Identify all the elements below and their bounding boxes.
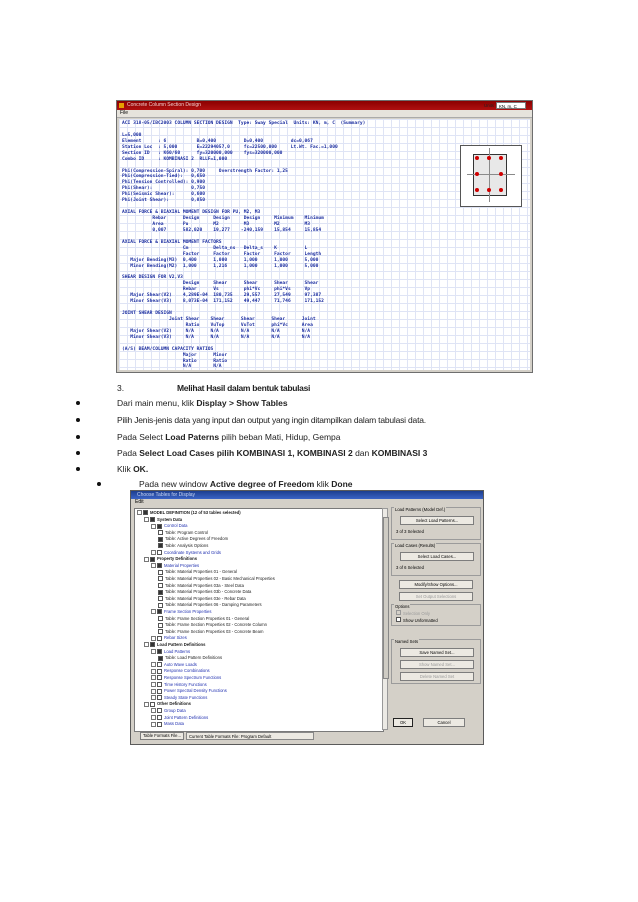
report-line: Major Shear(V2) 4,289E-04 180,735 29,557 27,549 97,387 — [122, 293, 322, 299]
ok-button[interactable]: OK — [393, 718, 413, 727]
checkbox-icon[interactable] — [157, 722, 162, 727]
tree-row[interactable] — [151, 609, 211, 614]
save-named-set-button[interactable]: Save Named Set... — [400, 648, 474, 657]
load-cases-count: 3 of 6 Selected — [396, 565, 424, 570]
checkbox-icon[interactable] — [150, 517, 155, 522]
report-line: Phi(Compression-Spiral): 0,700 Overstrength Factor: 1,25 — [122, 168, 288, 174]
checkbox-icon[interactable] — [158, 530, 163, 535]
design-report — [119, 119, 530, 370]
column-design-window — [116, 100, 533, 373]
checkbox-icon[interactable] — [157, 689, 162, 694]
report-line: Element : 6 B=0,400 D=0,400 dc=0,067 — [122, 138, 313, 144]
checkbox-icon[interactable] — [158, 596, 163, 601]
checkbox-icon[interactable] — [158, 656, 163, 661]
expand-toggle-icon[interactable] — [144, 517, 149, 522]
tree-row-label: Table: Material Properties 03b - Concrete Data — [165, 589, 252, 595]
tree-row[interactable] — [151, 708, 186, 713]
tree-row-label: Joint Pattern Definitions — [164, 714, 209, 720]
set-output-selections-button[interactable]: Set Output Selections — [399, 592, 473, 601]
checkbox-icon[interactable] — [158, 583, 163, 588]
report-line: Design Shear Shear Shear Shear — [122, 281, 319, 287]
tree-row-label: MODEL DEFINITION (12 of 53 tables selected) — [150, 510, 241, 515]
expand-toggle-icon[interactable] — [151, 708, 156, 713]
expand-toggle-icon[interactable] — [151, 662, 156, 667]
tree-row-label: Group Data — [164, 708, 186, 713]
report-line: Major Minor — [122, 352, 228, 358]
tree-row-label: Property Definitions — [157, 556, 198, 562]
tree-row-label: Table: Material Properties 01 - General — [165, 569, 237, 575]
tree-row-label: Response Combinations — [164, 668, 210, 674]
tree-row-label: Table: Active Degrees of Freedom — [165, 536, 229, 542]
tree-row-label: Power Spectral Density Functions — [164, 688, 227, 694]
choose-tables-window — [130, 490, 484, 745]
selection-only-checkbox[interactable]: Selection Only — [396, 610, 430, 616]
checkbox-icon[interactable] — [157, 708, 162, 713]
checkbox-icon[interactable] — [158, 570, 163, 575]
tree-row[interactable] — [158, 629, 263, 634]
tree-row-label: Load Pattern Definitions — [157, 642, 206, 647]
expand-toggle-icon[interactable] — [151, 524, 156, 529]
report-line: Minor Shear(V3) N/A N/A N/A N/A N/A — [122, 334, 311, 340]
bullet-dot — [97, 482, 101, 486]
expand-toggle-icon[interactable] — [151, 550, 156, 555]
tree-row-label: Table: Load Pattern Definitions — [165, 655, 223, 661]
expand-toggle-icon[interactable] — [151, 649, 156, 654]
group-label: Options — [395, 604, 410, 609]
rebar-dot — [475, 156, 479, 160]
tree-row-label: Frame Section Properties — [164, 609, 212, 614]
checkbox-icon[interactable] — [157, 675, 162, 680]
group-label: Named Sets — [395, 639, 419, 644]
expand-toggle-icon[interactable] — [151, 689, 156, 694]
report-line: Rebar Vs phi*Vc phi*Vs Vp — [122, 287, 311, 293]
expand-toggle-icon[interactable] — [151, 636, 156, 641]
report-line: Joint Shear Shear Shear Shear Joint — [122, 316, 316, 322]
report-line: L=5,000 — [122, 132, 142, 138]
report-line: Phi(Tension Controlled): 0,900 — [122, 180, 205, 186]
report-line: Area Pu M2 M3 M2 M3 — [122, 221, 311, 227]
rebar-dot — [499, 188, 503, 192]
expand-toggle-icon[interactable] — [151, 563, 156, 568]
report-line: ACI 318-05/IBC2003 COLUMN SECTION DESIGN Type: Sway Special Units: KN, m, C (Summary) — [122, 121, 366, 126]
report-line: Phi(Shear): 0,750 — [122, 186, 205, 192]
tree-row[interactable] — [151, 688, 227, 693]
group-label: Load Cases (Results) — [395, 543, 436, 548]
checkbox-icon[interactable] — [158, 576, 163, 581]
tree-row[interactable] — [158, 622, 267, 627]
checkbox-icon[interactable] — [158, 543, 163, 548]
report-line: SHEAR DESIGN FOR V2,V3 — [122, 275, 183, 281]
tree-row-label: Table: Analysis Options — [165, 543, 209, 548]
checkbox-icon[interactable] — [150, 642, 155, 647]
checkbox-icon[interactable] — [157, 662, 162, 667]
tree-row-label: Table: Program Control — [165, 529, 209, 535]
tree-row[interactable] — [144, 517, 182, 522]
bullet-dot — [76, 451, 80, 455]
expand-toggle-icon[interactable] — [151, 669, 156, 674]
window-title: Concrete Column Section Design — [127, 102, 201, 108]
rebar-dot — [499, 172, 503, 176]
tree-row-label: Auto Wave Loads — [164, 661, 197, 667]
report-line: Minor Shear(V3) 8,073E-04 171,152 49,447 71,746 171,152 — [122, 299, 324, 305]
table-formats-file-button[interactable]: Table Formats File... — [140, 732, 184, 740]
tree-row-label: Table: Material Properties 02 - Basic Mechanical Properties — [165, 576, 275, 581]
report-line: Major Shear(V2) N/A N/A N/A N/A N/A — [122, 328, 311, 334]
tree-scrollbar[interactable] — [382, 508, 388, 730]
tree-row[interactable] — [151, 523, 188, 528]
tree-row-label: Steady State Functions — [164, 694, 208, 700]
bullet-dot — [76, 435, 80, 439]
tree-row-label: Response Spectrum Functions — [164, 675, 222, 680]
tree-row[interactable] — [151, 668, 210, 673]
cancel-button[interactable]: Cancel — [423, 718, 465, 727]
tree-row[interactable] — [158, 596, 246, 601]
tree-row[interactable] — [151, 550, 221, 555]
checkbox-icon[interactable] — [157, 563, 162, 568]
tree-row-label: Coordinate Systems and Grids — [164, 549, 222, 555]
report-line: AXIAL FORCE & BIAXIAL MOMENT FACTORS — [122, 239, 222, 245]
tree-row[interactable] — [158, 569, 237, 574]
report-line: Factor Factor Factor Factor Length — [122, 251, 322, 257]
units-select[interactable]: KN, m, C — [496, 102, 526, 109]
checkbox-icon[interactable] — [150, 557, 155, 562]
tree-row-label: Other Definitions — [157, 701, 191, 707]
tree-row-label: Control Data — [164, 523, 188, 529]
checkbox-icon[interactable] — [157, 715, 162, 720]
rebar-dot — [475, 188, 479, 192]
report-line: Combo ID : KOMBINASI 2 RLLF=1,000 — [122, 156, 228, 162]
window-title: Choose Tables for Display — [137, 492, 195, 498]
checkbox-icon[interactable] — [157, 695, 162, 700]
tree-row-label: System Data — [157, 516, 183, 522]
tree-row[interactable] — [158, 576, 275, 581]
window-titlebar — [131, 491, 483, 499]
delete-named-set-button[interactable]: Delete Named Set — [400, 672, 474, 681]
bullet-3: Pada Select Load Paterns pilih beban Mati, Hidup, Gempa — [117, 432, 341, 442]
checkbox-icon[interactable] — [157, 550, 162, 555]
checkbox-icon[interactable] — [157, 636, 162, 641]
tree-row[interactable] — [158, 583, 244, 588]
options-group — [391, 604, 481, 626]
tree-row[interactable] — [158, 530, 208, 535]
checkbox-icon[interactable] — [157, 524, 162, 529]
bullet-dot — [76, 401, 80, 405]
sub-bullet: Pada new window Active degree of Freedom klik Done — [139, 479, 353, 489]
report-line: Phi(Seismic Shear): 0,600 — [122, 192, 205, 198]
tree-row-label: Material Properties — [164, 562, 200, 568]
load-cases-group — [391, 543, 481, 576]
report-line: Major Bending(M3) 0,400 1,000 1,000 1,000 5,000 — [122, 257, 319, 263]
tree-row-label: Time History Functions — [164, 681, 207, 687]
tables-tree[interactable] — [134, 508, 384, 732]
report-line: Rebar Design Design Design Minimum Minimum — [122, 216, 324, 221]
report-line: Phi(Compression-Tied): 0,650 — [122, 174, 205, 180]
tree-row[interactable] — [151, 662, 197, 667]
tree-row-label: Table: Material Properties 03e - Rebar Data — [165, 595, 246, 601]
expand-toggle-icon[interactable] — [137, 510, 142, 515]
named-sets-group — [391, 639, 481, 684]
expand-toggle-icon[interactable] — [144, 642, 149, 647]
checkbox-icon[interactable] — [158, 623, 163, 628]
step-number: 3. — [117, 383, 125, 393]
report-line: JOINT SHEAR DESIGN — [122, 311, 172, 316]
tree-row[interactable] — [137, 510, 241, 515]
current-formats-field: Current Table Formats File: Program Default — [186, 732, 314, 740]
checkbox-icon[interactable] — [143, 510, 148, 515]
tree-row-label: Rebar Sizes — [164, 635, 187, 641]
checkbox-icon[interactable] — [157, 669, 162, 674]
tree-row[interactable] — [144, 701, 191, 706]
checkbox-icon[interactable] — [150, 702, 155, 707]
tree-row[interactable] — [151, 682, 207, 687]
tree-row[interactable] — [151, 675, 221, 680]
select-load-patterns-button[interactable]: Select Load Patterns... — [400, 516, 474, 525]
menu-edit[interactable]: Edit — [135, 499, 144, 505]
bullet-5: Klik OK. — [117, 464, 149, 474]
tree-row[interactable] — [151, 635, 187, 640]
tree-row-label: Table: Frame Section Properties 02 - Concrete Column — [165, 622, 267, 628]
report-line: Ratio Ratio — [122, 358, 228, 364]
tree-row[interactable] — [158, 602, 262, 607]
checkbox-icon[interactable] — [157, 649, 162, 654]
show-unformatted-checkbox[interactable]: Show Unformatted — [396, 617, 438, 623]
group-label: Load Patterns (Model Def.) — [395, 507, 446, 512]
expand-toggle-icon[interactable] — [151, 682, 156, 687]
tree-row-label: Table: Material Properties 06 - Damping Parameters — [165, 602, 262, 608]
units-label: Units — [483, 103, 494, 108]
tree-row[interactable] — [151, 721, 184, 726]
report-line: Minor Bending(M2) 1,000 1,216 1,000 1,000 5,000 — [122, 263, 319, 269]
tree-row[interactable] — [158, 616, 249, 621]
report-line: Station Loc : 5,000 E=22294057,0 fc=22500,000 Lt.Wt. Fac.=1,000 — [122, 144, 338, 150]
window-titlebar — [117, 101, 532, 110]
checkbox-icon[interactable] — [158, 603, 163, 608]
tree-row[interactable] — [158, 536, 228, 541]
bullet-dot — [76, 467, 80, 471]
expand-toggle-icon[interactable] — [151, 722, 156, 727]
bullet-1: Dari main menu, klik Display > Show Tables — [117, 398, 288, 408]
tree-row[interactable] — [158, 655, 222, 660]
report-text — [122, 121, 365, 370]
report-line: Cm Delta_ns Delta_s K L — [122, 245, 308, 251]
report-line: N/A N/A — [122, 364, 222, 370]
expand-toggle-icon[interactable] — [151, 609, 156, 614]
show-named-set-button[interactable]: Show Named Set... — [400, 660, 474, 669]
app-icon — [119, 103, 124, 108]
tree-row-label: Table: Frame Section Properties 03 - Concrete Beam — [165, 628, 264, 634]
load-patterns-count: 3 of 3 Selected — [396, 529, 424, 534]
expand-toggle-icon[interactable] — [151, 695, 156, 700]
menu-file[interactable]: File — [117, 110, 532, 118]
tree-row[interactable] — [151, 715, 208, 720]
tree-row[interactable] — [158, 589, 251, 594]
tree-row-label: Table: Material Properties 03a - Steel Data — [165, 582, 244, 588]
expand-toggle-icon[interactable] — [151, 715, 156, 720]
checkbox-icon[interactable] — [157, 682, 162, 687]
report-line: Ratio VuTop VuTot phi*Vc Area — [122, 322, 313, 328]
checkbox-icon[interactable] — [157, 609, 162, 614]
rebar-dot — [499, 156, 503, 160]
tree-row[interactable] — [151, 563, 199, 568]
expand-toggle-icon[interactable] — [144, 557, 149, 562]
rebar-dot — [487, 188, 491, 192]
column-section-diagram — [460, 145, 522, 207]
load-patterns-group — [391, 507, 481, 540]
tree-row[interactable] — [151, 695, 207, 700]
bullet-4: Pada Select Load Cases pilih KOMBINASI 1, KOMBINASI 2 dan KOMBINASI 3 — [117, 448, 428, 458]
bullet-2: Pilih Jenis-jenis data yang input dan output yang ingin ditampilkan dalam tabulasi data. — [117, 415, 426, 425]
tree-row[interactable] — [158, 543, 208, 548]
modify-show-options-button[interactable]: Modify/Show Options... — [399, 580, 473, 589]
bullet-dot — [76, 418, 80, 422]
report-line: AXIAL FORCE & BIAXIAL MOMENT DESIGN FOR PU, M2, M3 — [122, 210, 261, 216]
tree-row[interactable] — [151, 649, 190, 654]
step-heading: Melihat Hasil dalam bentuk tabulasi — [177, 383, 311, 393]
report-line: Section ID : K60/60 fy=320000,000 fys=320000,000 — [122, 150, 283, 156]
rebar-dot — [475, 172, 479, 176]
checkbox-icon[interactable] — [158, 537, 163, 542]
select-load-cases-button[interactable]: Select Load Cases... — [400, 552, 474, 561]
checkbox-icon[interactable] — [158, 590, 163, 595]
report-line: (A/S) BEAM/COLUMN CAPACITY RATIOS — [122, 346, 214, 352]
checkbox-icon[interactable] — [158, 616, 163, 621]
expand-toggle-icon[interactable] — [144, 702, 149, 707]
report-line: Phi(Joint Shear): 0,850 — [122, 198, 205, 204]
scrollbar-thumb[interactable] — [383, 517, 389, 679]
tree-row-label: Load Patterns — [164, 648, 191, 654]
report-line: 0,007 582,020 19,277 -240,159 15,854 15,854 — [122, 227, 322, 233]
tree-row[interactable] — [144, 556, 197, 561]
table-formats-bar — [134, 731, 482, 741]
rebar-dot — [487, 156, 491, 160]
tree-row-label: Mass Data — [164, 721, 185, 727]
expand-toggle-icon[interactable] — [151, 675, 156, 680]
checkbox-icon[interactable] — [158, 629, 163, 634]
tree-row[interactable] — [144, 642, 205, 647]
tree-row-label: Table: Frame Section Properties 01 - General — [165, 615, 250, 621]
